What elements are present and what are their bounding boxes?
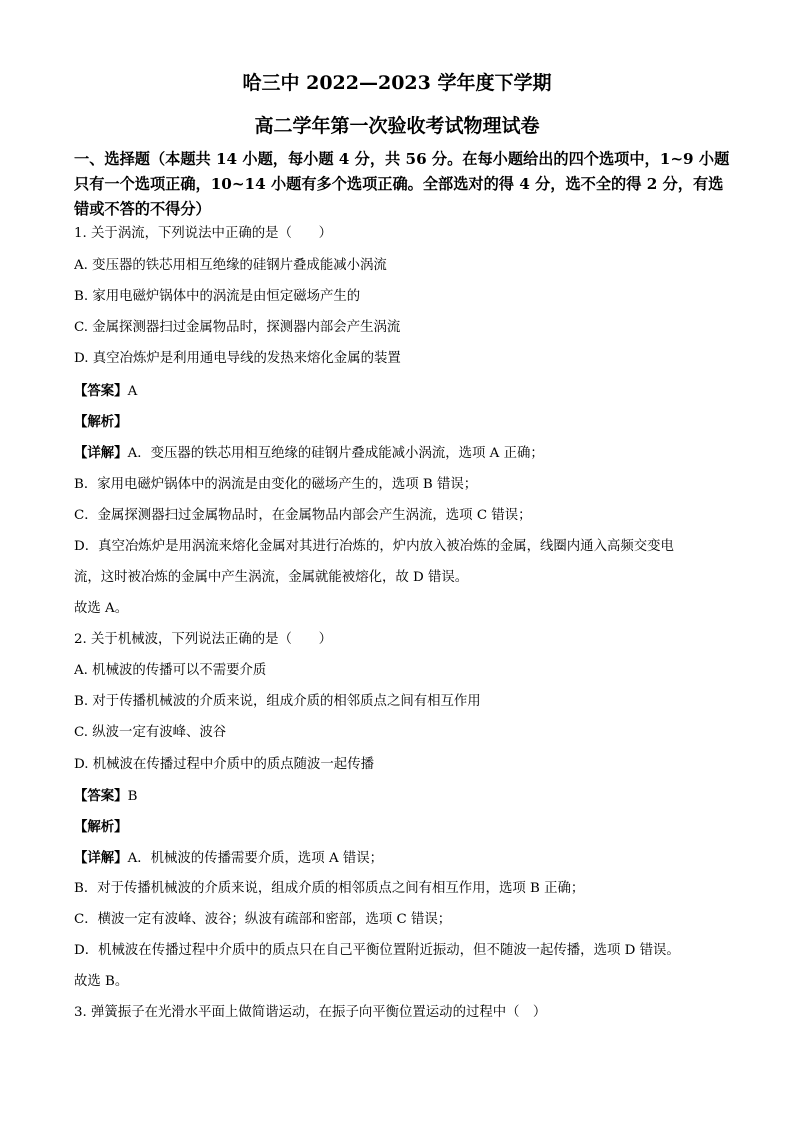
q1-stem: 1. 关于涡流，下列说法中正确的是（ ） xyxy=(74,226,333,241)
q1-detail-d2: 流，这时被冶炼的金属中产生涡流，金属就能被熔化，故 D 错误。 xyxy=(74,570,469,585)
q1-answer-value: A xyxy=(127,384,138,399)
q2-option-c: C. 纵波一定有波峰、波谷 xyxy=(74,725,227,740)
exam-title-line2: 高二学年第一次验收考试物理试卷 xyxy=(254,115,540,137)
q2-detail-a xyxy=(74,848,734,869)
q3-stem: 3. 弹簧振子在光滑水平面上做简谐运动，在振子向平衡位置运动的过程中（ ） xyxy=(74,1005,547,1020)
q1-option-d: D. 真空冶炼炉是利用通电导线的发热来熔化金属的装置 xyxy=(74,351,401,366)
q2-detail-d: D．机械波在传播过程中介质中的质点只在自己平衡位置附近振动，但不随波一起传播，选项 D 错误。 xyxy=(74,943,680,958)
answer-tag: 【答案】 xyxy=(74,383,128,399)
q2-option-d: D. 机械波在传播过程中介质中的质点随波一起传播 xyxy=(74,757,374,772)
answer-tag: 【答案】 xyxy=(74,788,128,804)
q2-answer-value: B xyxy=(127,789,138,804)
q2-detail-b: B．对于传播机械波的介质来说，组成介质的相邻质点之间有相互作用，选项 B 正确； xyxy=(74,881,585,896)
q1-detail-a xyxy=(74,443,734,464)
section-heading: 一、选择题（本题共 14 小题，每小题 4 分，共 56 分。在每小题给出的四个选项中，1~9 小题只有一个选项正确，10~14 小题有多个选项正确。全部选对的得 4 分，选不全的得 2 分，有选错或不答的不得分） xyxy=(74,150,730,218)
q2-answer xyxy=(74,786,734,807)
q1-detail-c: C．金属探测器扫过金属物品时，在金属物品内部会产生涡流，选项 C 错误； xyxy=(74,508,532,523)
q2-analysis-tag xyxy=(74,817,734,838)
exam-title-line1: 哈三中 2022—2023 学年度下学期 xyxy=(242,72,552,94)
q1-option-c: C. 金属探测器扫过金属物品时，探测器内部会产生涡流 xyxy=(74,320,401,335)
q2-stem: 2. 关于机械波，下列说法正确的是（ ） xyxy=(74,632,333,647)
q1-analysis-tag xyxy=(74,412,734,433)
q2-conclusion: 故选 B。 xyxy=(74,974,129,989)
analysis-tag: 【解析】 xyxy=(74,414,128,430)
q2-option-b: B. 对于传播机械波的介质来说，组成介质的相邻质点之间有相互作用 xyxy=(74,694,481,709)
q2-detail-c: C．横波一定有波峰、波谷；纵波有疏部和密部，选项 C 错误； xyxy=(74,912,452,927)
q1-option-a: A. 变压器的铁芯用相互绝缘的硅钢片叠成能减小涡流 xyxy=(74,258,387,273)
analysis-tag: 【解析】 xyxy=(74,819,128,835)
q2-option-a: A. 机械波的传播可以不需要介质 xyxy=(74,663,267,678)
q1-answer xyxy=(74,381,734,402)
q2-detail-a-text: A．机械波的传播需要介质，选项 A 错误； xyxy=(127,851,384,866)
q1-detail-d1: D．真空冶炼炉是用涡流来熔化金属对其进行冶炼的，炉内放入被冶炼的金属，线圈内通入高频交变电 xyxy=(74,539,674,554)
detail-tag: 【详解】 xyxy=(74,445,128,461)
q1-conclusion: 故选 A。 xyxy=(74,601,129,616)
q1-detail-a-text: A．变压器的铁芯用相互绝缘的硅钢片叠成能减小涡流，选项 A 正确； xyxy=(127,446,544,461)
q1-detail-b: B．家用电磁炉锅体中的涡流是由变化的磁场产生的，选项 B 错误； xyxy=(74,477,478,492)
detail-tag: 【详解】 xyxy=(74,850,128,866)
q1-option-b: B. 家用电磁炉锅体中的涡流是由恒定磁场产生的 xyxy=(74,289,361,304)
